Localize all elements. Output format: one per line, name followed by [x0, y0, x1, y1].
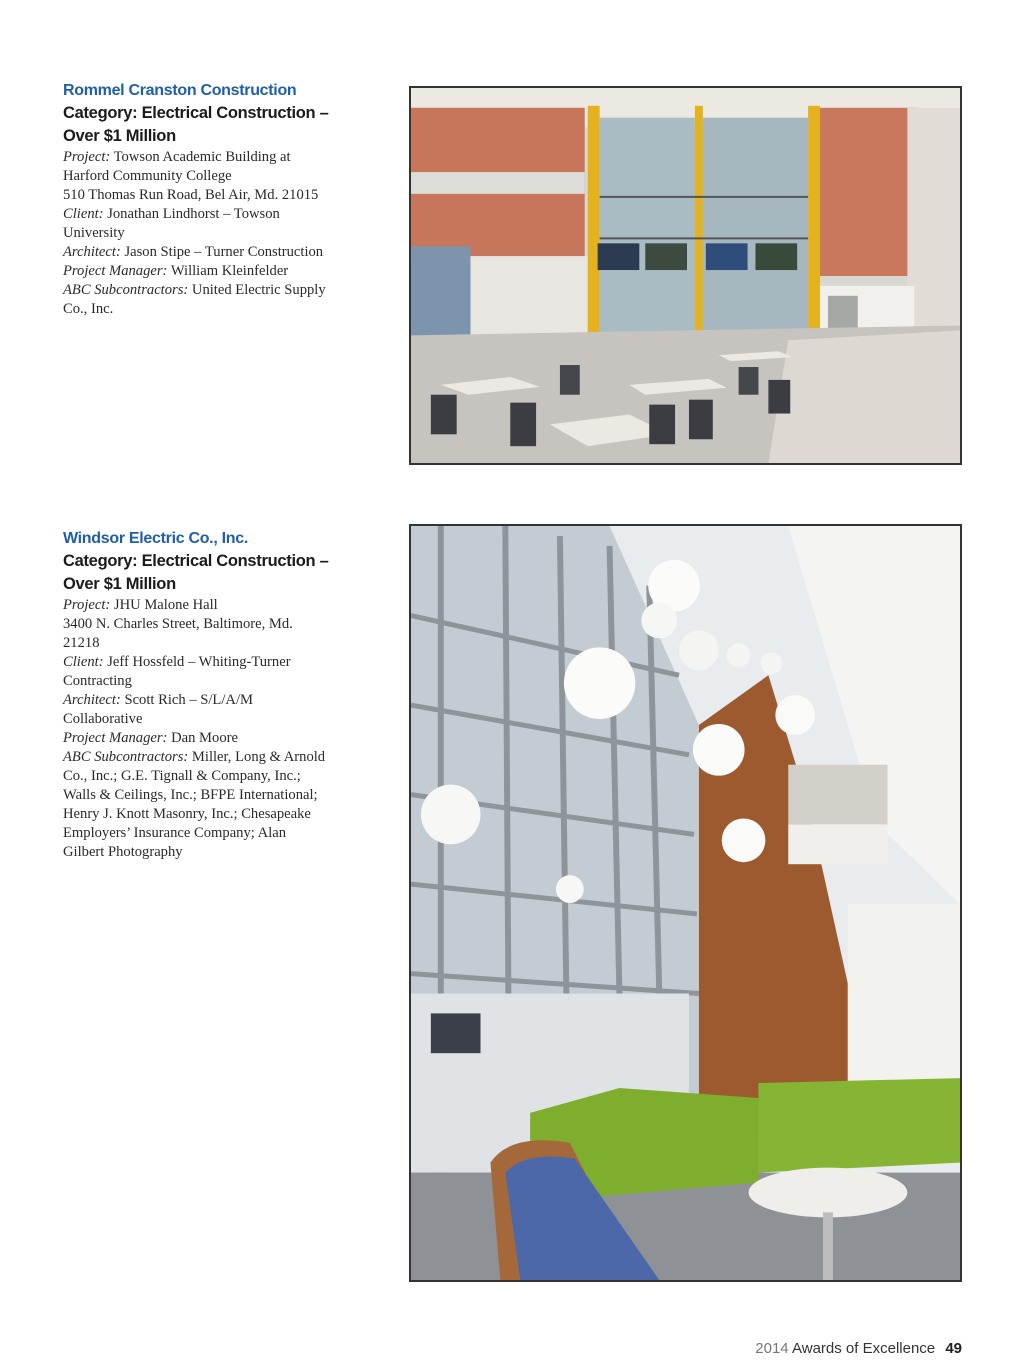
detail-text: United Electric Supply [188, 282, 326, 298]
company-name: Rommel Cranston Construction [63, 82, 297, 99]
detail-line [63, 596, 383, 615]
detail-line [63, 748, 383, 767]
detail-text: Co., Inc. [63, 301, 114, 317]
detail-text: Walls & Ceilings, Inc.; BFPE International; [63, 787, 318, 803]
page-footer [755, 1340, 962, 1357]
award-entry-windsor [63, 528, 383, 862]
detail-label: Project Manager: [63, 730, 168, 746]
detail-text: Towson Academic Building at [110, 149, 291, 165]
detail-label: Architect: [63, 244, 121, 260]
category-line: Category: Electrical Construction – [63, 552, 329, 570]
company-name: Windsor Electric Co., Inc. [63, 530, 248, 547]
detail-line [63, 167, 383, 186]
detail-line [63, 281, 383, 300]
detail-line [63, 805, 383, 824]
detail-text: 21218 [63, 635, 100, 651]
detail-line [63, 262, 383, 281]
detail-label: Architect: [63, 692, 121, 708]
detail-line [63, 186, 383, 205]
detail-line [63, 615, 383, 634]
detail-line [63, 767, 383, 786]
award-entry-rommel [63, 80, 383, 319]
detail-label: ABC Subcontractors: [63, 749, 189, 765]
detail-line [63, 672, 383, 691]
footer-year: 2014 [755, 1340, 789, 1357]
detail-label: Project Manager: [63, 263, 168, 279]
detail-text: Henry J. Knott Masonry, Inc.; Chesapeake [63, 806, 311, 822]
detail-line [63, 824, 383, 843]
detail-line [63, 653, 383, 672]
detail-text: Scott Rich – S/L/A/M [120, 692, 253, 708]
detail-label: Client: [63, 206, 104, 222]
project-details [63, 596, 383, 862]
detail-line [63, 843, 383, 862]
detail-text: University [63, 225, 125, 241]
detail-text: Employers’ Insurance Company; Alan [63, 825, 287, 841]
category-line: Over $1 Million [63, 575, 176, 593]
detail-line [63, 786, 383, 805]
detail-text: Gilbert Photography [63, 844, 183, 860]
detail-text: 3400 N. Charles Street, Baltimore, Md. [63, 616, 293, 632]
detail-label: Client: [63, 654, 104, 670]
category-line: Category: Electrical Construction – [63, 104, 329, 122]
detail-line [63, 243, 383, 262]
detail-line [63, 634, 383, 653]
project-details [63, 148, 383, 319]
footer-title: Awards of Excellence [792, 1340, 936, 1357]
detail-label: ABC Subcontractors: [63, 282, 189, 298]
detail-text: JHU Malone Hall [110, 597, 218, 613]
detail-text: Jeff Hossfeld – Whiting-Turner [103, 654, 291, 670]
detail-text: William Kleinfelder [167, 263, 289, 279]
detail-text: Miller, Long & Arnold [188, 749, 326, 765]
detail-text: Co., Inc.; G.E. Tignall & Company, Inc.; [63, 768, 301, 784]
detail-text: Collaborative [63, 711, 143, 727]
detail-text: Contracting [63, 673, 132, 689]
detail-line [63, 729, 383, 748]
project-photo-towson-atrium [409, 86, 962, 465]
detail-text: Jonathan Lindhorst – Towson [103, 206, 280, 222]
detail-line [63, 691, 383, 710]
detail-text: Dan Moore [167, 730, 238, 746]
detail-line [63, 224, 383, 243]
detail-line [63, 205, 383, 224]
detail-text: Jason Stipe – Turner Construction [120, 244, 324, 260]
detail-line [63, 300, 383, 319]
page-number: 49 [945, 1340, 962, 1357]
detail-line [63, 710, 383, 729]
detail-label: Project: [63, 149, 111, 165]
detail-text: Harford Community College [63, 168, 232, 184]
project-photo-malone-hall [409, 524, 962, 1282]
detail-label: Project: [63, 597, 111, 613]
detail-text: 510 Thomas Run Road, Bel Air, Md. 21015 [63, 187, 319, 203]
category-line: Over $1 Million [63, 127, 176, 145]
detail-line [63, 148, 383, 167]
